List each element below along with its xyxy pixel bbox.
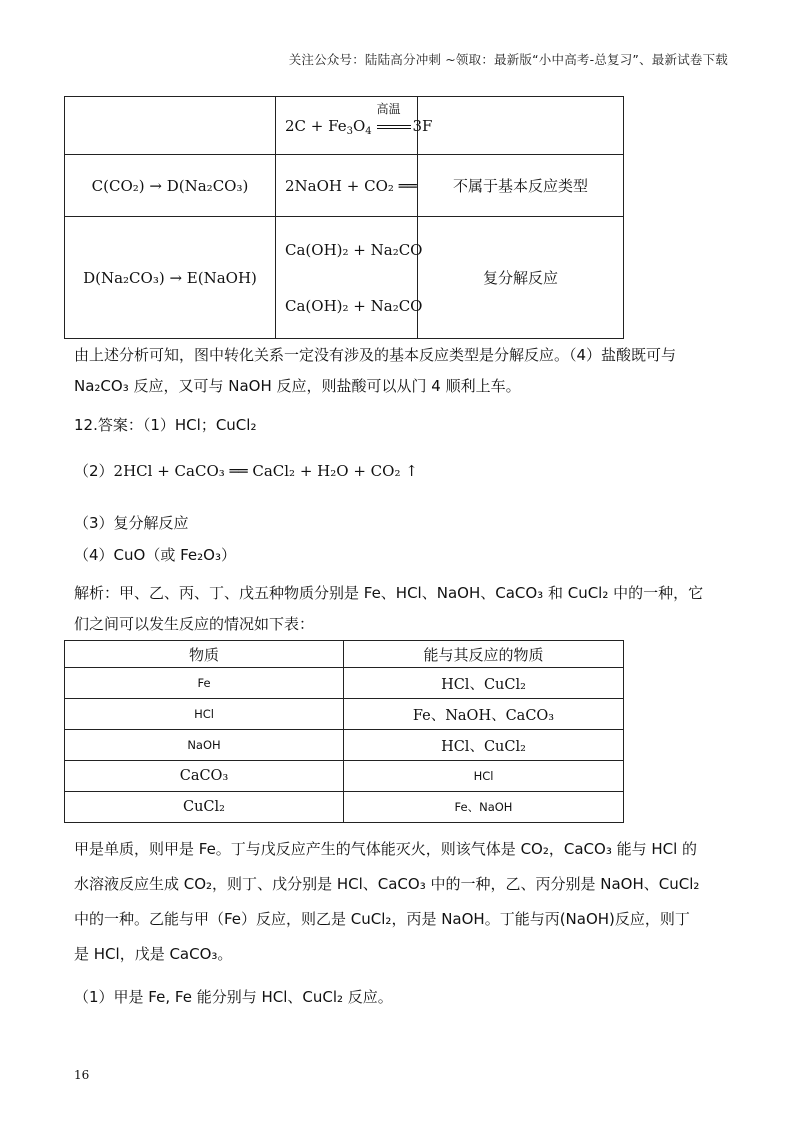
answer-line: 12.答案：（1）HCl；CuCl₂	[74, 416, 257, 434]
table-row	[65, 699, 624, 730]
table-cell: CuCl₂	[65, 792, 344, 823]
analysis-line: 解析：甲、乙、丙、丁、戊五种物质分别是 Fe、HCl、NaOH、CaCO₃ 和 CuCl₂ 中的一种，它	[74, 584, 704, 602]
paragraph-line: 由上述分析可知，图中转化关系一定没有涉及的基本反应类型是分解反应。（4）盐酸既可与	[74, 346, 677, 364]
answer-line: （3）复分解反应	[74, 514, 189, 532]
table-cell: HCl、CuCl₂	[344, 668, 624, 699]
answer-line: （4）CuO（或 Fe₂O₃）	[74, 546, 236, 564]
table-cell: NaOH	[65, 730, 344, 761]
answer-line: （2）2HCl + CaCO₃ ══ CaCl₂ + H₂O + CO₂ ↑	[74, 462, 418, 480]
paragraph-line: 甲是单质，则甲是 Fe。丁与戊反应产生的气体能灭火，则该气体是 CO₂，CaCO₃ 能与 HCl 的	[74, 840, 698, 858]
analysis-line: 们之间可以发生反应的情况如下表：	[74, 615, 315, 633]
paragraph-line: 中的一种。乙能与甲（Fe）反应，则乙是 CuCl₂，丙是 NaOH。丁能与丙(NaOH)反应，则丁	[74, 910, 690, 928]
table-cell: Fe、NaOH	[344, 792, 624, 823]
table-row	[65, 97, 624, 155]
table-cell-empty	[418, 97, 624, 155]
table-cell: HCl、CuCl₂	[344, 730, 624, 761]
paragraph-line: 是 HCl，戊是 CaCO₃。	[74, 945, 233, 963]
table-row	[65, 155, 624, 217]
table-row	[65, 792, 624, 823]
table-row	[65, 761, 624, 792]
table-cell-equation: $2C + Fe_3O_4$ 高温 3F	[276, 97, 418, 155]
table-cell: HCl	[65, 699, 344, 730]
reaction-condition: 高温	[376, 117, 412, 135]
table-row	[65, 730, 624, 761]
table-cell-reaction-type: 不属于基本反应类型	[418, 155, 624, 217]
table-header-cell: 物质	[65, 641, 344, 668]
table-cell-conversion: D(Na₂CO₃) → E(NaOH)	[65, 217, 276, 339]
table-row	[65, 668, 624, 699]
paragraph-line: 水溶液反应生成 CO₂，则丁、戊分别是 HCl、CaCO₃ 中的一种，乙、丙分别是 NaOH、CuCl₂	[74, 875, 700, 893]
table-cell-conversion: C(CO₂) → D(Na₂CO₃)	[65, 155, 276, 217]
reaction-table	[64, 640, 624, 823]
page-header: 关注公众号：陆陆高分冲刺 ~领取：最新版“小中高考-总复习”、最新试卷下载	[288, 52, 728, 67]
page-number: 16	[74, 1068, 90, 1082]
conversion-table	[64, 96, 624, 339]
table-cell: HCl	[344, 761, 624, 792]
equals-sign	[377, 125, 411, 129]
table-row	[65, 217, 624, 339]
table-header-row	[65, 641, 624, 668]
table-cell: CaCO₃	[65, 761, 344, 792]
table-cell-equation: Ca(OH)₂ + Na₂CO Ca(OH)₂ + Na₂CO	[276, 217, 418, 339]
table-cell: Fe	[65, 668, 344, 699]
table-header-cell: 能与其反应的物质	[344, 641, 624, 668]
paragraph-line: Na₂CO₃ 反应，又可与 NaOH 反应，则盐酸可以从门 4 顺利上车。	[74, 377, 521, 395]
table-cell-equation: 2NaOH + CO₂ ══	[276, 155, 418, 217]
table-cell: Fe、NaOH、CaCO₃	[344, 699, 624, 730]
table-cell-empty	[65, 97, 276, 155]
table-cell-reaction-type: 复分解反应	[418, 217, 624, 339]
paragraph-line: （1）甲是 Fe, Fe 能分别与 HCl、CuCl₂ 反应。	[74, 988, 393, 1006]
